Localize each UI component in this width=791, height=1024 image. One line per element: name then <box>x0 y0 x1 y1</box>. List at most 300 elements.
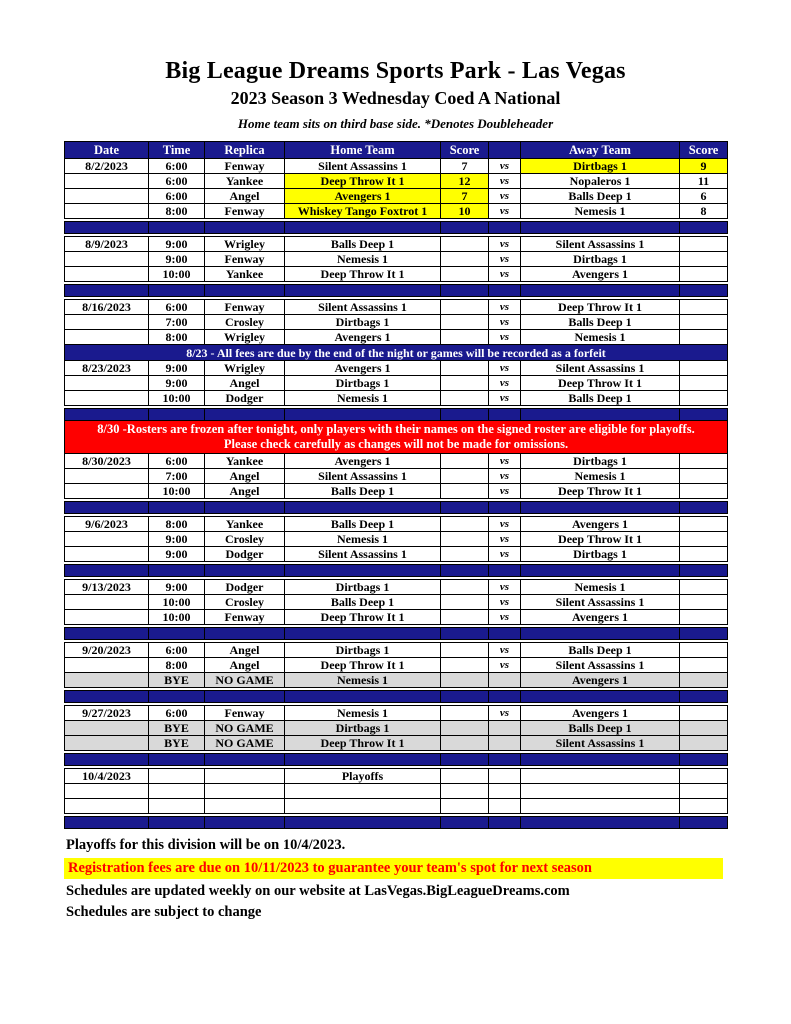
away-team-cell: Dirtbags 1 <box>521 159 680 174</box>
time-cell <box>149 784 205 799</box>
replica-cell: Crosley <box>205 595 285 610</box>
vs-cell <box>489 799 521 814</box>
game-row <box>65 204 728 219</box>
separator-bar-cell <box>149 628 205 640</box>
time-cell: 8:00 <box>149 658 205 673</box>
away-score-cell <box>680 300 728 315</box>
date-cell <box>65 174 149 189</box>
separator-bar-cell <box>65 222 149 234</box>
time-cell: 6:00 <box>149 300 205 315</box>
time-cell: 9:00 <box>149 376 205 391</box>
game-row <box>65 300 728 315</box>
vs-cell: vs <box>489 643 521 658</box>
home-team-cell: Balls Deep 1 <box>285 237 441 252</box>
separator-bar-cell <box>205 817 285 829</box>
away-team-cell: Balls Deep 1 <box>521 391 680 406</box>
away-score-cell <box>680 721 728 736</box>
home-score-cell: 10 <box>441 204 489 219</box>
date-cell: 10/4/2023 <box>65 769 149 784</box>
home-score-cell <box>441 454 489 469</box>
home-score-cell <box>441 391 489 406</box>
away-score-cell <box>680 643 728 658</box>
away-score-cell <box>680 610 728 625</box>
home-team-cell: Silent Assassins 1 <box>285 300 441 315</box>
separator-bar-cell <box>489 565 521 577</box>
separator-bar-cell <box>149 565 205 577</box>
date-cell <box>65 595 149 610</box>
vs-cell <box>489 784 521 799</box>
separator-bar-cell <box>521 565 680 577</box>
game-row <box>65 237 728 252</box>
home-score-cell: 7 <box>441 189 489 204</box>
away-score-cell: 11 <box>680 174 728 189</box>
replica-cell: Angel <box>205 469 285 484</box>
separator-bar-cell <box>489 222 521 234</box>
replica-cell: Fenway <box>205 159 285 174</box>
separator-bar-cell <box>149 409 205 421</box>
vs-cell <box>489 736 521 751</box>
game-row <box>65 721 728 736</box>
separator-bar-cell <box>205 691 285 703</box>
page-title: Big League Dreams Sports Park - Las Vegas <box>165 58 626 84</box>
separator-bar-cell <box>680 565 728 577</box>
vs-cell: vs <box>489 300 521 315</box>
away-score-cell: 6 <box>680 189 728 204</box>
away-team-cell: Deep Throw It 1 <box>521 484 680 499</box>
footer-registration-note: Registration fees are due on 10/11/2023 to guarantee your team's spot for next season <box>64 858 723 879</box>
replica-cell: Angel <box>205 376 285 391</box>
header-cell-vs <box>489 142 521 159</box>
home-team-cell: Nemesis 1 <box>285 391 441 406</box>
home-team-cell: Dirtbags 1 <box>285 721 441 736</box>
away-team-cell: Silent Assassins 1 <box>521 237 680 252</box>
separator-bar-cell <box>680 691 728 703</box>
away-score-cell <box>680 484 728 499</box>
game-row <box>65 330 728 345</box>
vs-cell: vs <box>489 376 521 391</box>
home-team-cell: Silent Assassins 1 <box>285 159 441 174</box>
away-score-cell <box>680 267 728 282</box>
separator-bar-cell <box>441 285 489 297</box>
roster-note-row <box>65 421 728 454</box>
away-team-cell: Nemesis 1 <box>521 204 680 219</box>
vs-cell: vs <box>489 595 521 610</box>
replica-cell: NO GAME <box>205 721 285 736</box>
time-cell: 7:00 <box>149 469 205 484</box>
replica-cell: Fenway <box>205 300 285 315</box>
vs-cell: vs <box>489 204 521 219</box>
date-cell <box>65 610 149 625</box>
replica-cell: Wrigley <box>205 237 285 252</box>
game-row <box>65 706 728 721</box>
away-team-cell: Avengers 1 <box>521 267 680 282</box>
separator-bar-cell <box>149 817 205 829</box>
away-team-cell: Deep Throw It 1 <box>521 300 680 315</box>
separator-bar-cell <box>205 222 285 234</box>
home-score-cell <box>441 517 489 532</box>
game-row <box>65 189 728 204</box>
schedule-table-body <box>65 159 728 829</box>
away-score-cell <box>680 784 728 799</box>
time-cell: 6:00 <box>149 159 205 174</box>
vs-cell: vs <box>489 532 521 547</box>
home-score-cell <box>441 237 489 252</box>
date-cell: 9/27/2023 <box>65 706 149 721</box>
away-score-cell <box>680 658 728 673</box>
header-cell-time: Time <box>149 142 205 159</box>
roster-note-cell <box>65 421 728 454</box>
time-cell: 7:00 <box>149 315 205 330</box>
date-cell <box>65 315 149 330</box>
away-score-cell: 9 <box>680 159 728 174</box>
date-cell <box>65 376 149 391</box>
separator-bar-cell <box>489 691 521 703</box>
game-row <box>65 658 728 673</box>
separator-bar-cell <box>680 628 728 640</box>
replica-cell: Fenway <box>205 706 285 721</box>
separator-bar-cell <box>149 502 205 514</box>
time-cell: 9:00 <box>149 547 205 562</box>
game-row <box>65 454 728 469</box>
separator-bar-cell <box>285 409 441 421</box>
header-cell-replica: Replica <box>205 142 285 159</box>
time-cell <box>149 799 205 814</box>
replica-cell <box>205 799 285 814</box>
separator-bar-row <box>65 502 728 514</box>
home-score-cell <box>441 610 489 625</box>
away-team-cell: Silent Assassins 1 <box>521 595 680 610</box>
separator-bar-cell <box>285 222 441 234</box>
header-cell-date: Date <box>65 142 149 159</box>
date-cell <box>65 484 149 499</box>
replica-cell: Fenway <box>205 204 285 219</box>
separator-bar-cell <box>65 817 149 829</box>
game-row <box>65 267 728 282</box>
away-score-cell <box>680 517 728 532</box>
away-team-cell: Dirtbags 1 <box>521 252 680 267</box>
home-score-cell <box>441 300 489 315</box>
vs-cell: vs <box>489 547 521 562</box>
time-cell: 6:00 <box>149 454 205 469</box>
separator-bar-cell <box>521 817 680 829</box>
replica-cell: Dodger <box>205 547 285 562</box>
away-score-cell <box>680 532 728 547</box>
away-score-cell <box>680 799 728 814</box>
home-score-cell <box>441 658 489 673</box>
separator-bar-cell <box>680 817 728 829</box>
footer-playoffs-note: Playoffs for this division will be on 10/4/2023. <box>66 837 346 853</box>
roster-note-line: Please check carefully as changes will not be made for omissions. <box>223 437 569 451</box>
home-score-cell <box>441 532 489 547</box>
away-team-cell <box>521 799 680 814</box>
away-score-cell <box>680 330 728 345</box>
home-team-cell: Whiskey Tango Foxtrot 1 <box>285 204 441 219</box>
home-score-cell <box>441 643 489 658</box>
away-score-cell <box>680 469 728 484</box>
home-team-cell: Dirtbags 1 <box>285 580 441 595</box>
date-cell: 8/2/2023 <box>65 159 149 174</box>
home-score-cell <box>441 736 489 751</box>
home-score-cell <box>441 595 489 610</box>
date-cell <box>65 658 149 673</box>
away-team-cell: Dirtbags 1 <box>521 547 680 562</box>
away-score-cell <box>680 315 728 330</box>
away-score-cell <box>680 580 728 595</box>
home-team-cell: Deep Throw It 1 <box>285 267 441 282</box>
away-team-cell: Silent Assassins 1 <box>521 361 680 376</box>
separator-bar-cell <box>285 285 441 297</box>
separator-bar-cell <box>65 691 149 703</box>
vs-cell: vs <box>489 189 521 204</box>
date-cell: 8/23/2023 <box>65 361 149 376</box>
game-row <box>65 484 728 499</box>
separator-bar-cell <box>285 817 441 829</box>
away-team-cell: Dirtbags 1 <box>521 454 680 469</box>
separator-bar-cell <box>489 754 521 766</box>
time-cell: 6:00 <box>149 706 205 721</box>
vs-cell: vs <box>489 658 521 673</box>
replica-cell: Yankee <box>205 454 285 469</box>
away-team-cell: Balls Deep 1 <box>521 643 680 658</box>
home-team-cell: Playoffs <box>285 769 441 784</box>
separator-bar-cell <box>521 628 680 640</box>
home-team-cell: Deep Throw It 1 <box>285 610 441 625</box>
replica-cell: Fenway <box>205 610 285 625</box>
home-team-cell: Avengers 1 <box>285 330 441 345</box>
field-note: Home team sits on third base side. *Denotes Doubleheader <box>237 116 554 131</box>
separator-bar-cell <box>205 628 285 640</box>
date-cell <box>65 532 149 547</box>
game-row <box>65 595 728 610</box>
vs-cell: vs <box>489 267 521 282</box>
separator-bar-cell <box>489 285 521 297</box>
vs-cell: vs <box>489 159 521 174</box>
replica-cell: Wrigley <box>205 361 285 376</box>
away-score-cell <box>680 237 728 252</box>
separator-bar-cell <box>65 754 149 766</box>
replica-cell: Crosley <box>205 532 285 547</box>
home-score-cell <box>441 484 489 499</box>
separator-bar-cell <box>680 222 728 234</box>
separator-bar-cell <box>205 409 285 421</box>
away-score-cell <box>680 454 728 469</box>
date-cell: 9/20/2023 <box>65 643 149 658</box>
vs-cell: vs <box>489 580 521 595</box>
date-cell <box>65 189 149 204</box>
away-score-cell <box>680 252 728 267</box>
replica-cell: Yankee <box>205 517 285 532</box>
home-score-cell <box>441 330 489 345</box>
separator-bar-row <box>65 409 728 421</box>
date-cell: 8/16/2023 <box>65 300 149 315</box>
away-team-cell: Nopaleros 1 <box>521 174 680 189</box>
time-cell: BYE <box>149 721 205 736</box>
game-row <box>65 174 728 189</box>
replica-cell: Angel <box>205 658 285 673</box>
home-score-cell: 12 <box>441 174 489 189</box>
away-team-cell: Avengers 1 <box>521 673 680 688</box>
away-score-cell <box>680 736 728 751</box>
time-cell: 9:00 <box>149 580 205 595</box>
date-cell: 8/9/2023 <box>65 237 149 252</box>
schedule-table <box>64 141 728 829</box>
time-cell: 9:00 <box>149 252 205 267</box>
season-subtitle: 2023 Season 3 Wednesday Coed A National <box>230 88 561 108</box>
replica-cell: Angel <box>205 189 285 204</box>
time-cell: 10:00 <box>149 610 205 625</box>
date-cell <box>65 547 149 562</box>
vs-cell: vs <box>489 706 521 721</box>
separator-bar-row <box>65 691 728 703</box>
replica-cell: NO GAME <box>205 673 285 688</box>
date-cell <box>65 721 149 736</box>
home-score-cell: 7 <box>441 159 489 174</box>
time-cell: 9:00 <box>149 532 205 547</box>
separator-bar-cell <box>489 628 521 640</box>
home-score-cell <box>441 267 489 282</box>
away-team-cell: Nemesis 1 <box>521 469 680 484</box>
vs-cell <box>489 673 521 688</box>
replica-cell <box>205 769 285 784</box>
game-row <box>65 469 728 484</box>
date-cell <box>65 267 149 282</box>
away-team-cell <box>521 769 680 784</box>
home-score-cell <box>441 469 489 484</box>
separator-bar-row <box>65 817 728 829</box>
game-row <box>65 252 728 267</box>
separator-bar-cell <box>149 691 205 703</box>
away-team-cell: Deep Throw It 1 <box>521 376 680 391</box>
vs-cell: vs <box>489 361 521 376</box>
time-cell: 9:00 <box>149 237 205 252</box>
time-cell: 10:00 <box>149 267 205 282</box>
date-cell <box>65 204 149 219</box>
home-team-cell: Balls Deep 1 <box>285 517 441 532</box>
home-team-cell: Avengers 1 <box>285 361 441 376</box>
separator-bar-row <box>65 222 728 234</box>
away-team-cell: Deep Throw It 1 <box>521 532 680 547</box>
separator-bar-cell <box>680 285 728 297</box>
replica-cell <box>205 784 285 799</box>
home-team-cell: Balls Deep 1 <box>285 484 441 499</box>
replica-cell: Angel <box>205 484 285 499</box>
home-score-cell <box>441 784 489 799</box>
home-team-cell: Deep Throw It 1 <box>285 174 441 189</box>
separator-bar-cell <box>521 502 680 514</box>
home-team-cell: Deep Throw It 1 <box>285 658 441 673</box>
game-row <box>65 315 728 330</box>
time-cell: 10:00 <box>149 595 205 610</box>
home-team-cell: Silent Assassins 1 <box>285 547 441 562</box>
separator-bar-cell <box>489 502 521 514</box>
game-row <box>65 361 728 376</box>
title-block <box>0 0 791 132</box>
fees-note-cell: 8/23 - All fees are due by the end of the night or games will be recorded as a forfeit <box>65 345 728 361</box>
vs-cell <box>489 769 521 784</box>
date-cell: 9/6/2023 <box>65 517 149 532</box>
separator-bar-cell <box>149 222 205 234</box>
vs-cell: vs <box>489 391 521 406</box>
separator-bar-cell <box>441 502 489 514</box>
separator-bar-cell <box>680 409 728 421</box>
separator-bar-cell <box>521 754 680 766</box>
vs-cell: vs <box>489 517 521 532</box>
date-cell <box>65 784 149 799</box>
date-cell <box>65 252 149 267</box>
game-row <box>65 547 728 562</box>
fees-note-row <box>65 345 728 361</box>
home-team-cell: Deep Throw It 1 <box>285 736 441 751</box>
game-row <box>65 610 728 625</box>
empty-row <box>65 784 728 799</box>
footer-subject-to-change-note: Schedules are subject to change <box>66 904 262 920</box>
separator-bar-cell <box>521 222 680 234</box>
away-team-cell: Avengers 1 <box>521 517 680 532</box>
away-team-cell: Silent Assassins 1 <box>521 658 680 673</box>
separator-bar-row <box>65 754 728 766</box>
separator-bar-cell <box>441 817 489 829</box>
time-cell: 8:00 <box>149 330 205 345</box>
away-score-cell <box>680 547 728 562</box>
vs-cell: vs <box>489 174 521 189</box>
home-score-cell <box>441 673 489 688</box>
time-cell: 8:00 <box>149 204 205 219</box>
away-team-cell: Balls Deep 1 <box>521 315 680 330</box>
footer-website-note: Schedules are updated weekly on our website at LasVegas.BigLeagueDreams.com <box>66 883 570 899</box>
replica-cell: Yankee <box>205 267 285 282</box>
separator-bar-cell <box>521 409 680 421</box>
separator-bar-cell <box>441 565 489 577</box>
replica-cell: Angel <box>205 643 285 658</box>
header-cell-away-score: Score <box>680 142 728 159</box>
game-row <box>65 391 728 406</box>
vs-cell: vs <box>489 237 521 252</box>
away-score-cell <box>680 361 728 376</box>
away-score-cell <box>680 673 728 688</box>
footer-notes <box>66 837 791 921</box>
separator-bar-cell <box>65 628 149 640</box>
separator-bar-cell <box>149 285 205 297</box>
separator-bar-cell <box>680 754 728 766</box>
separator-bar-cell <box>285 565 441 577</box>
separator-bar-cell <box>441 222 489 234</box>
away-team-cell <box>521 784 680 799</box>
away-team-cell: Avengers 1 <box>521 706 680 721</box>
separator-bar-cell <box>65 409 149 421</box>
away-team-cell: Silent Assassins 1 <box>521 736 680 751</box>
separator-bar-row <box>65 628 728 640</box>
header-cell-home-team: Home Team <box>285 142 441 159</box>
separator-bar-cell <box>441 691 489 703</box>
date-cell: 9/13/2023 <box>65 580 149 595</box>
time-cell: 9:00 <box>149 361 205 376</box>
home-team-cell: Dirtbags 1 <box>285 376 441 391</box>
home-score-cell <box>441 769 489 784</box>
home-team-cell <box>285 784 441 799</box>
away-team-cell: Balls Deep 1 <box>521 721 680 736</box>
separator-bar-cell <box>489 817 521 829</box>
vs-cell: vs <box>489 484 521 499</box>
separator-bar-cell <box>521 285 680 297</box>
away-team-cell: Balls Deep 1 <box>521 189 680 204</box>
date-cell <box>65 799 149 814</box>
separator-bar-row <box>65 285 728 297</box>
home-team-cell: Nemesis 1 <box>285 673 441 688</box>
separator-bar-cell <box>285 691 441 703</box>
home-team-cell: Dirtbags 1 <box>285 315 441 330</box>
away-score-cell <box>680 595 728 610</box>
away-score-cell <box>680 391 728 406</box>
